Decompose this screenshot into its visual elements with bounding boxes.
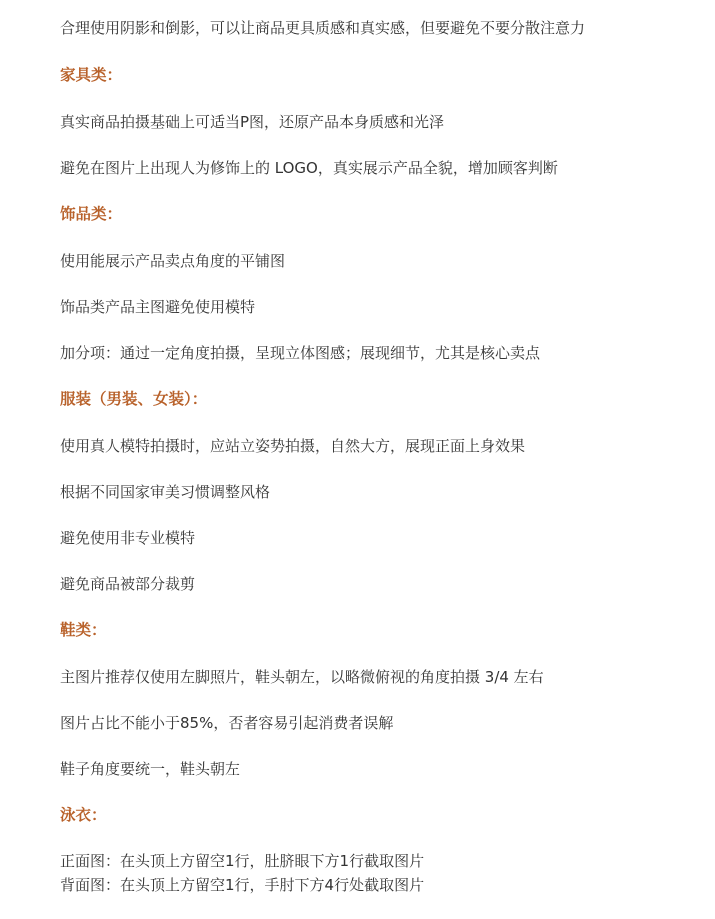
section-heading-swimwear: 泳衣： [60,806,107,824]
paragraph-accessories-3: 加分项：通过一定角度拍摄，呈现立体图感；展现细节，尤其是核心卖点 [60,344,541,362]
section-heading-shoes: 鞋类： [60,621,107,639]
paragraph-swimwear-front: 正面图：在头顶上方留空1行，肚脐眼下方1行截取图片 [60,852,425,870]
paragraph-apparel-2: 根据不同国家审美习惯调整风格 [60,483,271,501]
paragraph-shoes-1: 主图片推荐仅使用左脚照片，鞋头朝左，以略微俯视的角度拍摄 3/4 左右 [60,668,544,686]
section-heading-apparel: 服装（男装、女装）： [60,390,208,408]
paragraph-apparel-1: 使用真人模特拍摄时，应站立姿势拍摄，自然大方，展现正面上身效果 [60,437,526,455]
paragraph-furniture-1: 真实商品拍摄基础上可适当P图，还原产品本身质感和光泽 [60,113,445,131]
paragraph-shoes-3: 鞋子角度要统一，鞋头朝左 [60,760,241,778]
section-heading-accessories: 饰品类： [60,205,123,223]
paragraph-accessories-1: 使用能展示产品卖点角度的平铺图 [60,252,286,270]
section-heading-furniture: 家具类： [60,66,123,84]
paragraph-apparel-3: 避免使用非专业模特 [60,529,196,547]
paragraph-furniture-2: 避免在图片上出现人为修饰上的 LOGO，真实展示产品全貌，增加顾客判断 [60,159,558,177]
paragraph-swimwear-back: 背面图：在头顶上方留空1行，手肘下方4行处截取图片 [60,876,425,894]
paragraph-shoes-2: 图片占比不能小于85%，否者容易引起消费者误解 [60,714,394,732]
paragraph-apparel-4: 避免商品被部分裁剪 [60,575,196,593]
paragraph-shadow-reflection: 合理使用阴影和倒影，可以让商品更具质感和真实感，但要避免不要分散注意力 [60,19,586,37]
paragraph-accessories-2: 饰品类产品主图避免使用模特 [60,298,256,316]
